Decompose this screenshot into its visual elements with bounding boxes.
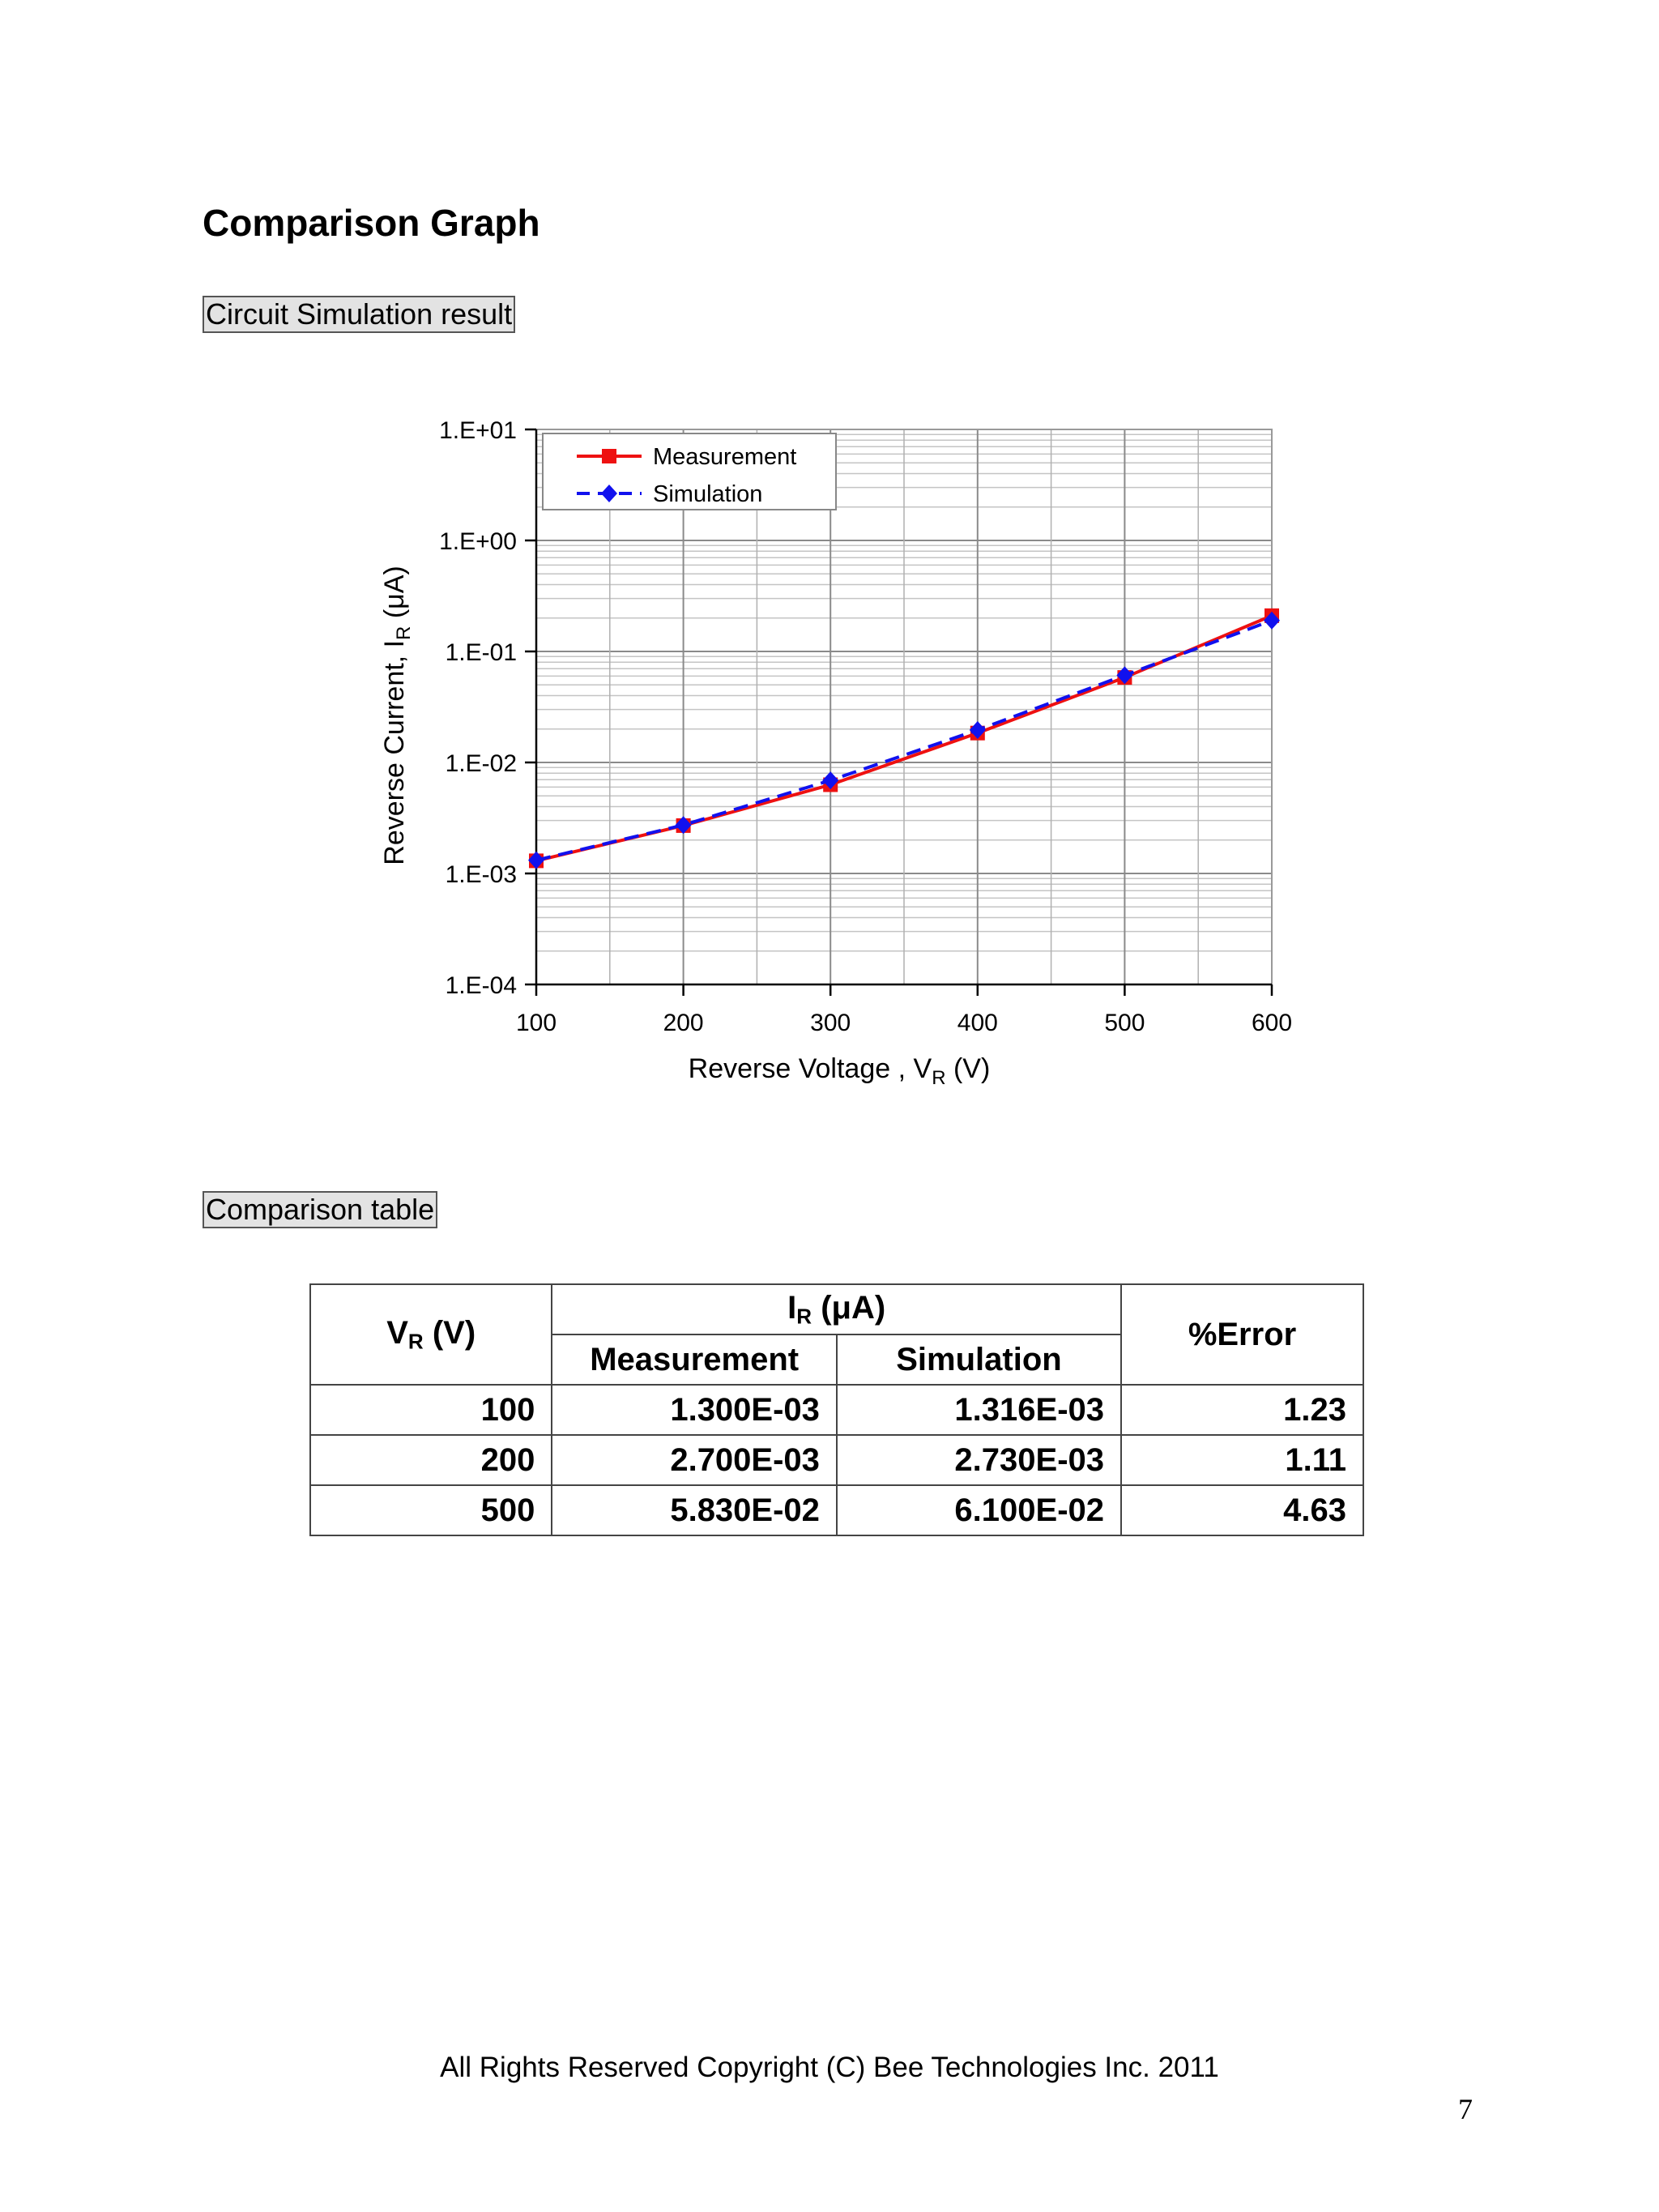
y-tick-label: 1.E+01	[439, 417, 517, 444]
cell-simulation: 1.316E-03	[837, 1385, 1121, 1435]
table-header-row	[310, 1284, 1363, 1334]
cell-measurement: 5.830E-02	[552, 1485, 837, 1535]
x-axis-label-main: Reverse Voltage , V	[688, 1053, 932, 1084]
x-tick-label: 100	[515, 1010, 557, 1036]
header-ir: $I_R$ (μA)	[552, 1284, 1121, 1334]
page-footer: All Rights Reserved Copyright (C) Bee Technologies Inc. 2011	[440, 2052, 1219, 2083]
x-axis-label	[689, 1053, 991, 1089]
cell-simulation: 2.730E-03	[837, 1435, 1121, 1485]
page-number: 7	[1458, 2093, 1473, 2125]
page-title: Comparison Graph	[203, 202, 540, 244]
x-tick-label: 600	[1251, 1010, 1293, 1036]
legend-label: Simulation	[653, 481, 763, 507]
cell-vr: 200	[310, 1435, 552, 1485]
table-row	[310, 1435, 1363, 1485]
cell-vr: 100	[310, 1385, 552, 1435]
legend-swatch-marker	[602, 449, 616, 463]
cell-error: 1.23	[1121, 1385, 1363, 1435]
y-axis-label-main: Reverse Current, I	[379, 639, 410, 865]
table-row	[310, 1485, 1363, 1535]
header-vr: $V_R$ (V)	[310, 1284, 552, 1385]
cell-vr: 500	[310, 1485, 552, 1535]
table-row	[310, 1385, 1363, 1435]
y-tick-label: 1.E+00	[439, 528, 517, 555]
header-simulation: Simulation	[837, 1334, 1121, 1385]
cell-error: 1.11	[1121, 1435, 1363, 1485]
x-tick-label: 500	[1104, 1010, 1145, 1036]
y-tick-label: 1.E-02	[445, 750, 517, 777]
y-tick-label: 1.E-01	[445, 639, 517, 666]
comparison-table	[309, 1283, 1364, 1536]
x-tick-label: 200	[663, 1010, 704, 1036]
cell-measurement: 1.300E-03	[552, 1385, 837, 1435]
section-label-table: Comparison table	[203, 1191, 437, 1228]
cell-simulation: 6.100E-02	[837, 1485, 1121, 1535]
section-label-simulation: Circuit Simulation result	[203, 296, 515, 333]
y-axis-label-unit: (μA)	[379, 566, 410, 626]
x-tick-label: 400	[957, 1010, 998, 1036]
y-tick-label: 1.E-03	[445, 861, 517, 888]
y-axis-label-sub: R	[393, 626, 415, 640]
y-axis-label	[379, 566, 415, 865]
x-axis-label-sub: R	[932, 1067, 946, 1089]
cell-error: 4.63	[1121, 1485, 1363, 1535]
legend-label: Measurement	[653, 444, 797, 470]
header-error: %Error	[1121, 1284, 1363, 1385]
chart-grid	[536, 429, 1272, 984]
cell-measurement: 2.700E-03	[552, 1435, 837, 1485]
y-tick-label: 1.E-04	[445, 972, 517, 999]
chart-legend	[543, 433, 836, 510]
x-tick-label: 300	[810, 1010, 851, 1036]
x-axis-label-unit: (V)	[945, 1053, 991, 1084]
header-measurement: Measurement	[552, 1334, 837, 1385]
